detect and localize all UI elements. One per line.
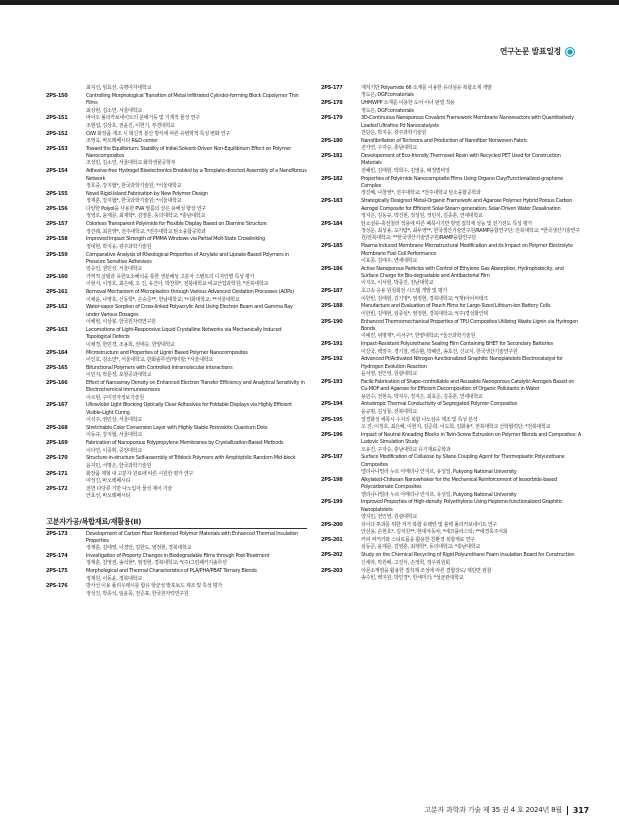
entry-code: 2PS-181: [321, 153, 343, 160]
program-entry: [321, 454, 582, 476]
entry-code: 2PS-166: [46, 379, 68, 386]
entry-code: 2PS-158: [46, 236, 68, 243]
entry-title: Enhanced Thermomechanical Properties of TPU Composites Utilizing Waste Lignin via Hydrogen Bonds: [361, 318, 578, 332]
entry-code: 2PS-178: [321, 100, 343, 107]
program-entry: [321, 537, 582, 552]
entry-authors: 정호중, 강지협*, 한국과학기술원; *서울대학교: [86, 182, 182, 189]
entry-authors: 전혜빈, 김태현, 박희수, 김영웅, 배정벌비앙: [361, 167, 450, 174]
program-entry: [321, 499, 582, 521]
entry-body: [86, 289, 307, 304]
program-entry: [321, 243, 582, 265]
entry-body: [361, 288, 582, 303]
entry-code: 2PS-184: [321, 220, 343, 227]
entry-body: [86, 365, 307, 380]
entry-authors: 조현섭, 김상호, 권윤진, 이헌기, 부경대학교: [86, 122, 175, 129]
entry-title: Investigation of Property Changes in Biodegradable Films through Post-Treatment: [86, 553, 270, 560]
entry-body: [86, 440, 307, 455]
section-header: [500, 46, 575, 57]
entry-title: Locomotions of Light-Responsive Liquid Crystalline Networks via Mechanically Induced Topological Defects: [86, 327, 282, 341]
program-entry: [46, 583, 307, 598]
entry-authors: 조영옥, 바오레페시티 R&D center: [86, 137, 158, 144]
entry-code: 2PS-183: [321, 198, 343, 205]
entry-code: 2PS-180: [321, 137, 343, 144]
entry-code: 2PS-163: [46, 327, 68, 333]
entry-body: [361, 221, 582, 243]
entry-authors: 정진웨, 최원영*, 전주대학교; *전주대학교 탄소융합공학과: [86, 228, 206, 235]
entry-title: Adhesive-free Hydrogel Bioelectronics Enabled by a Template-directed Assembly of a Nanofibrous Network: [86, 168, 307, 182]
program-entry: [321, 522, 582, 537]
entry-authors: 윤규범, 김성룡, 전북대학교: [361, 408, 417, 415]
program-entry: [46, 402, 307, 424]
entry-title: Stretchable Color Conversion Layer with Highly Stable Perovskite Quantum Dots: [86, 424, 268, 431]
entry-code: 2PS-151: [46, 115, 68, 122]
entry-title: Fabrication of Nanoporous Polypropylene Membranes by Crystallization-Based Methods: [86, 440, 284, 447]
entry-title: Anisotropic Thermal Conductivity of Segregated Polymer Composites: [361, 401, 518, 408]
program-entry: [46, 191, 307, 206]
program-entry: [46, 486, 307, 501]
entry-code: 2PS-176: [46, 583, 68, 590]
program-entry: [321, 401, 582, 416]
entry-authors: 조성민, 김소연, 서울대학교 화학생물공학부: [86, 160, 176, 167]
entry-code: 2PS-190: [321, 318, 343, 325]
entry-authors: 이예린, 위명재*, 이서구*, 한양대학교; *울산과학기술원: [361, 333, 475, 340]
entry-code: 2PS-197: [321, 454, 343, 461]
entry-body: [86, 131, 307, 146]
entry-body: [86, 206, 307, 221]
entry-code: 2PS-165: [46, 364, 68, 371]
entry-body: [361, 303, 582, 318]
program-entry: [46, 425, 307, 440]
entry-authors: 정도은, DGFcomaterials: [361, 92, 414, 99]
entry-body: [361, 85, 582, 100]
entry-code: 2PS-150: [46, 92, 68, 99]
entry-code: 2PS-175: [46, 568, 68, 575]
entry-title: Novel Rigid-Island Fabrication by New Polymer Design: [86, 190, 208, 197]
entry-code: 2PS-159: [46, 251, 68, 258]
entry-authors: 엘리나나빌라 누르 아메리나 안지르, 유성일, Pukyong National University: [361, 469, 517, 476]
entry-body: [86, 402, 307, 424]
program-entry: [46, 455, 307, 470]
entry-code: 2PS-187: [321, 288, 343, 295]
entry-authors: 정재훈, 김영권, 송석현*, 염정현, 경북대학교; *(주)그린패키지솔루션: [86, 560, 227, 567]
entry-title: 3D-Continuous Nanoporous Covalent Framework Membrane Nanoreactors with Quantitatively Loaded Ultrafine Pd Nanocatalysts: [361, 115, 574, 129]
program-entry: [46, 350, 307, 365]
entry-authors: 정재훈, 강지협*, 한국과학기술원; *서울대학교: [86, 198, 182, 205]
program-entry: [321, 379, 582, 401]
entry-authors: 정재원, 이동윤, 경북대학교: [86, 575, 142, 582]
entry-title: Strategically Designed Metal-Organic Framework and Agarose Polymer Hybrid Porous Carbon Aerogel Composite for Efficient Solar-Steam generation: Solar-Driven Water Desalination: [361, 198, 573, 212]
entry-code: 2PS-160: [46, 274, 68, 281]
entry-code: 2PS-154: [46, 168, 68, 175]
entry-authors: 이한빈, 김태현, 임종심*, 염정현, 경북대학교; *(주)경성화인텍: [361, 310, 488, 317]
entry-authors: 여성진, 바오레페시티: [86, 477, 131, 484]
entry-authors: 이강국, 백장주, 경기철, 백승환, 박혜린, 송호진, 신교식, 한국생산기술연구원: [361, 348, 518, 355]
section-header-title: 연구논문 발표일정: [499, 47, 561, 56]
entry-authors: 윤서영, 전인영, 원광대학교: [361, 371, 417, 378]
entry-body: [86, 350, 307, 365]
entry-authors: 정재훈, 김태영, 이경언, 김한도, 염정현, 경북대학교: [86, 545, 192, 552]
entry-title: Effect of Nanoarray Density on Enhanced Electron Transfer Efficiency and Analytical Sensitivity in Electrochemical Immunosensors: [86, 379, 305, 394]
entry-title: Development of Carbon Fiber Reinforced Polymer Materials with Enhanced Thermal Insulation Properties: [86, 530, 299, 544]
program-entry: [46, 146, 307, 168]
entry-authors: 이해현, 이상봉, 한국원자력연구원: [86, 319, 156, 326]
program-entry: [46, 131, 307, 146]
program-entry: [321, 341, 582, 356]
entry-authors: 오유진, 구자승, 충남대학교 유기재료공학과: [361, 446, 451, 453]
program-entry: [46, 327, 307, 349]
program-entry: [321, 417, 582, 432]
entry-body: [86, 531, 307, 553]
entry-code: 2PS-196: [321, 431, 343, 438]
entry-title: Properties of Polyimide Nanocomposite Films Using Organo Clay/Functionalized-graphene Complex: [361, 175, 564, 189]
entry-body: [86, 583, 307, 598]
program-entry: [321, 568, 582, 583]
entry-code: 2PS-155: [46, 190, 68, 197]
entry-body: [361, 266, 582, 288]
entry-authors: 정진혜, 나창영*, 전주대학교; *전주대학교 탄소융합공학과: [361, 190, 481, 197]
entry-code: 2PS-202: [321, 552, 343, 559]
entry-body: [361, 432, 582, 454]
program-entry: [46, 206, 307, 221]
left-entry-list-2: [46, 531, 307, 599]
entry-body: [86, 191, 307, 206]
entry-body: [86, 455, 307, 470]
entry-body: [86, 146, 307, 168]
entry-authors: 이인호, 김소연*, 서울대학교, 한화솔루션/케미칼; *서울대학교: [86, 356, 213, 363]
entry-authors: 이민지, 박문정, 포항공과대학교: [86, 372, 152, 379]
entry-title: Bifunctional Polymers with Controlled Intramolecular Interactions: [86, 364, 233, 371]
right-entry-list: [321, 85, 582, 582]
entry-title: Facile Fabrication of Shape-controllable and Reusable Nanoporous Catalytic Aerogels Based on Cu-MOF and Agarose for Efficient Decomposition of Organic Pollutants in Water: [361, 378, 575, 393]
program-entry: [321, 303, 582, 318]
entry-body: [86, 568, 307, 583]
entry-body: [361, 319, 582, 341]
entry-authors: 이한빈, 김태현, 김기영*, 염정현, 경북대학교; *(재)아이씨테크: [361, 295, 488, 302]
program-entry: [46, 553, 307, 568]
entry-title: 다양한 Polyol을 사용한 PVA 필름의 상온 용해성 향상 연구: [86, 206, 206, 212]
entry-title: Alkylated-Chitosan Nanowhisker for the Mechanical Reinforcement of Isosorbide-based Polycarbonate Composites: [361, 476, 558, 491]
entry-body: [361, 243, 582, 265]
entry-authors: 이다연, 이종휘, 중앙대학교: [86, 447, 142, 454]
left-entry-list: [46, 93, 307, 501]
program-entry: [321, 100, 582, 115]
entry-title: 가역적 살펌과 유한요소해석을 통한 생분해성 고분자 스텐트의 디자인별 특성 평가: [86, 274, 255, 281]
entry-body: [361, 198, 582, 220]
program-entry: [46, 115, 307, 130]
entry-body: [361, 499, 582, 521]
entry-body: [86, 115, 307, 130]
page-footer: [424, 805, 589, 815]
entry-code: 2PS-199: [321, 499, 343, 506]
program-entry: [321, 138, 582, 153]
entry-code: 2PS-157: [46, 221, 68, 228]
footer-separator: [567, 806, 568, 815]
entry-title: Developement of Eco-friendly Thermoset Resin with Recycled PET Used for Construction Materials: [361, 153, 561, 167]
entry-authors: 정성진, 박종석, 임윤묵, 전준표, 한국원자력연구원: [86, 590, 189, 597]
entry-title: 화장품 제형 내 고분자 원료에 따른 시원한 평가 연구: [86, 470, 194, 477]
entry-title: Impact-Resistant Polyurethane Sealing Film Containing BHET for Secondary Batteries: [361, 341, 553, 348]
program-entry: [46, 365, 307, 380]
entry-code: 2PS-191: [321, 341, 343, 348]
program-entry: [321, 356, 582, 378]
entry-authors: 전단은, 박지웅, 광주과학기술원: [361, 130, 427, 137]
entry-body: [361, 522, 582, 537]
entry-title: Ultraviolet Light Blocking Optically Clear Adhesives for Foldable Displays via Highly Efficient Visible-Light Curing: [86, 402, 292, 416]
entry-title: Colorless Transparent Polyimide for Flexible Display Based on Diamine Structure: [86, 221, 267, 228]
entry-code: 2PS-167: [46, 402, 68, 409]
entry-authors: 이채윤, 나영호, 신동학*, 손승준**, 한남대학교; *이화대학교; **서울대학교: [86, 296, 240, 303]
entry-authors: 정지은, 김동규, 박진현, 정성원, 정민식, 김종훈, 연세대학교: [361, 212, 483, 219]
program-entry: [321, 221, 582, 243]
entry-title: Comparative Analysis of Rheological Properties of Acrylate and Lipoate-Based Polymers in Pressure Sensitive Adhesives: [86, 251, 289, 265]
entry-body: [86, 252, 307, 274]
entry-code: 2PS-182: [321, 175, 343, 182]
page-number: 317: [572, 805, 589, 815]
entry-title: 탄소섬유-축전철러 적용에 따른 폐목시기반 방열 접착제 성능 및 전기전도 특성 평가: [361, 220, 533, 227]
entry-authors: 임승인, 권민상, 서울대학교: [86, 266, 142, 273]
entry-authors: 안선용, 손현호*, 김치원**, 현대자동차; *에코플라스틱; **에경록주식회: [361, 529, 508, 536]
entry-authors: 이지오, 이서현, 박종진, 전남대학교: [361, 280, 434, 287]
entry-body: [361, 401, 582, 416]
entry-title: Nanofibrillation of Technora and Production of Nanofiber Nonwoven Fabric: [361, 137, 528, 144]
entry-authors: 양지민, 전인영, 원광대학교: [361, 514, 417, 521]
program-entry: [46, 568, 307, 583]
entry-authors: 정도은, DGFcomaterials: [361, 107, 414, 114]
entry-body: [361, 176, 582, 198]
entry-code: 2PS-194: [321, 401, 343, 408]
entry-authors: 정성운, 최성용, 도가람*, 최두영**, 한국생산기술연구원/RAMP융합연구단; 전북대학교; *한국생산기술연구원/전북대학교; **한국생산기술연구원/RAMP융합연구단: [361, 228, 580, 242]
entry-authors: 안효선, 바오레페시티: [86, 493, 131, 500]
entry-body: [86, 486, 307, 501]
entry-body: [361, 100, 582, 115]
section-title: 고분자가공/복합재료/재활용(II): [46, 517, 142, 527]
entry-authors: 이소현, 구미전자정보기술원: [86, 394, 144, 401]
entry-body: [86, 553, 307, 568]
entry-body: [361, 454, 582, 476]
entry-code: 2PS-177: [321, 85, 343, 91]
program-entry: [321, 552, 582, 567]
entry-title: Water-vapor Sorption of Cross-linked Polyacrylic Acid Using Electron Beam and Gamma Ray under Various Dosages: [86, 304, 293, 318]
entry-code: 2PS-192: [321, 356, 343, 363]
entry-title: 아몬소재염을 활용한 접착제 조성에 따른 결합강도/ 제단면 관찰: [361, 567, 492, 574]
entry-body: [361, 115, 582, 137]
top-rule: [0, 0, 619, 5]
entry-body: [86, 221, 307, 236]
entry-title: Morphological and Thermal Characteristics of PLA/PHA/PBAT Ternary Blends: [86, 568, 257, 575]
entry-code: 2PS-195: [321, 416, 343, 423]
entry-body: [361, 138, 582, 153]
entry-body: [361, 537, 582, 552]
entry-code: 2PS-153: [46, 145, 68, 152]
entry-body: [86, 93, 307, 115]
entry-title: Controlling Morphological Transition of Metal Infiltrated Cylinder-forming Block Copolymer Thin Films: [86, 92, 299, 107]
program-entry: [321, 85, 582, 100]
program-entry: [46, 531, 307, 553]
entry-title: Active Nanoporous Particles with Control of Ethylene Gas Absorption, Hydrophobicity, and Surface Charge for Bio-degradable and Antibacterial Film: [361, 265, 564, 280]
entry-code: 2PS-164: [46, 349, 68, 356]
entry-code: 2PS-162: [46, 304, 68, 311]
program-entry: [321, 115, 582, 137]
entry-code: 2PS-186: [321, 265, 343, 272]
entry-title: Microstructure and Properties of Lignin Based Polymer Nanocomposites: [86, 349, 248, 356]
entry-title: Improved Properties of High-density Polyethylene Using Heptene-functionalized Graphitic Nanoplatelets: [361, 499, 563, 513]
entry-code: 2PS-193: [321, 378, 343, 385]
program-entry: [321, 288, 582, 303]
program-entry: [46, 236, 307, 251]
entry-title: Impact of Neutral Kneading Blocks in Twin-Screw Extrusion on Polymer Blends and Composites: A Ludovic Simulation Study: [361, 431, 582, 446]
entry-body: [86, 304, 307, 326]
program-entry: [46, 471, 307, 486]
program-entry: [321, 319, 582, 341]
entry-body: [361, 417, 582, 432]
entry-code: 2PS-161: [46, 289, 68, 296]
circle-bullet-icon: [565, 47, 575, 57]
program-entry: [46, 304, 307, 326]
entry-code: 2PS-173: [46, 530, 68, 537]
entry-code: 2PS-171: [46, 470, 68, 477]
entry-code: 2PS-188: [321, 303, 343, 310]
entry-body: [361, 568, 582, 583]
entry-title: Study on the Chemical Recycling of Rigid Polyurethane Foam Insulation Board for Construction: [361, 552, 575, 559]
entry-code: 2PS-185: [321, 243, 343, 250]
program-entry: [46, 221, 307, 236]
program-entry: [46, 380, 307, 402]
lead-authors: [86, 85, 307, 92]
left-column: [46, 85, 307, 599]
entry-authors: 이채경, 한민경, 조용희, 권태승, 한양대학교: [86, 341, 175, 348]
entry-title: Removal Mechanism of Microplastics through Various Advanced Oxidation Processes (AOPs): [86, 289, 294, 296]
entry-body: [361, 341, 582, 356]
entry-title: 전면 다당류 기반 나노입자 물성 제어 기술: [86, 485, 173, 492]
entry-authors: 전가연, 구자승, 충남대학교: [361, 145, 417, 152]
entry-body: [361, 153, 582, 175]
entry-body: [86, 380, 307, 402]
entry-code: 2PS-170: [46, 455, 68, 462]
entry-authors: 심동준, 윤제문, 김영훈, 최재학*, 동의대학교; *충남대학교: [361, 544, 480, 551]
entry-authors: 윤지민, 서명은, 한국과학기술원: [86, 462, 152, 469]
program-entry: [46, 274, 307, 289]
program-entry: [46, 252, 307, 274]
entry-authors: 최상현, 김소연, 서울대학교: [86, 107, 142, 114]
entry-title: Plasma Induced Membrane Microstructural Modification and its Impact on Polymer Electrolyte Membrane Fuel Cell Performance: [361, 243, 573, 257]
program-entry: [46, 289, 307, 304]
program-entry: [321, 432, 582, 454]
program-entry: [321, 266, 582, 288]
entry-body: [86, 471, 307, 486]
entry-title: 방사선 이용 폴리우레시를 함유 항균성 발포보드 제조 및 특성 평가: [86, 583, 222, 590]
entry-title: 재처기반 Polyamide 66 소재를 이용한 유리섬유 복합소재 개발: [361, 85, 492, 91]
entry-title: 열경화성 에폭시 수지의 복합 나노섬유 제조 및 특성 분석: [361, 416, 478, 423]
entry-code: 2PS-179: [321, 115, 343, 122]
entry-title: Surface Modification of Cellulose by Silane Coupling Agent for Thermoplastic Polyurethane Composites: [361, 454, 565, 468]
entry-body: [361, 477, 582, 499]
entry-body: [86, 274, 307, 289]
entry-title: 리이다 투과를 위한 저가 복합 유레탄 및 블렉 폴리카보네이트 연구: [361, 521, 497, 528]
entry-authors: 오 진, 이정호, 최은혜, 이현지, 김준희, 이도희, 김화용*, 전북대학교 산학협력단; *전북대학교: [361, 423, 551, 430]
entry-title: Advanced Pt/Activated Nitrogen-functionalized Graphitic Nanoplatelets Electrocatalyst for Hydrogen Evolution Reaction: [361, 356, 563, 370]
entry-body: [361, 356, 582, 378]
program-entry: [321, 198, 582, 220]
entry-authors: 이동규, 강지협, 서울대학교: [86, 432, 142, 439]
program-entry: [321, 153, 582, 175]
entry-authors: 송수빈, 백지원, 박민경*, 한세미의; *성균관대학교: [361, 574, 464, 581]
entry-authors: 용민수, 전현욱, 박지우, 정지은, 최효준, 김종훈, 연세대학교: [361, 393, 483, 400]
entry-body: [86, 327, 307, 349]
program-entry: [321, 477, 582, 499]
entry-authors: 이현지, 이정호, 최은혜, 오 진, 유건아, 박찬희*, 전북대학교 비교산업과학원; *전북대학교: [86, 281, 269, 288]
entry-code: 2PS-172: [46, 485, 68, 492]
entry-code: 2PS-168: [46, 424, 68, 431]
entry-code: 2PS-174: [46, 553, 68, 560]
entry-code: 2PS-203: [321, 567, 343, 574]
entry-title: Structure-in-structure Self-assembly of Triblock Polymers with Amphiphilic Random Mid-block: [86, 455, 296, 462]
entry-body: [86, 168, 307, 190]
right-column: [321, 85, 582, 583]
entry-body: [361, 379, 582, 401]
section-divider: [46, 528, 307, 529]
entry-title: Improved Impact Strength of PMMA Windows via Partial Melt-State Crosslinking: [86, 236, 265, 243]
entry-authors: 이석주, 권민상, 서울대학교: [86, 417, 142, 424]
program-entry: [46, 168, 307, 190]
entry-code: 2PS-198: [321, 476, 343, 483]
entry-authors: 정영호, 윤제문, 최재학*, 김영훈, 동의대학교; *충남대학교: [86, 213, 205, 220]
entry-code: 2PS-152: [46, 130, 68, 137]
entry-title: Manufacture and Evaluation of Pouch Films for Large-Sized Lithium-Ion Battery Cells: [361, 303, 551, 310]
entry-code: 2PS-156: [46, 206, 68, 212]
entry-code: 2PS-169: [46, 440, 68, 447]
entry-title: Toward the Equilibrium: Stability of Initial Solvent-Driven Non-Equilibrium Effect on Polymer Nanocomposites: [86, 145, 292, 160]
entry-authors: 신세라, 박원배, 고진식, 손정학, 정우위원회: [361, 559, 450, 566]
entry-authors: 정대현, 박지웅, 광주과학기술원: [86, 243, 152, 250]
entry-authors: 엘리나나빌라 누르 아메리나 안지르, 유성일, Pukyong National University: [361, 491, 517, 498]
entry-authors: 이효종, 김태우, 연세대학교: [361, 257, 417, 264]
program-entry: [46, 440, 307, 455]
entry-title: UHMWPP 소재를 이용한 도어 이너 판넬 적용: [361, 100, 455, 107]
entry-body: [361, 552, 582, 567]
entry-code: 2PS-200: [321, 521, 343, 528]
program-entry: [46, 93, 307, 115]
entry-body: [86, 236, 307, 251]
entry-title: 바이오 폴리카보네이트의 분해거동 및 기계적 물성 연구: [86, 115, 200, 122]
entry-title: 커피 찌꺼기와 스티로폼을 활용한 친환경 복합재료 연구: [361, 537, 475, 544]
entry-code: 2PS-201: [321, 537, 343, 544]
entry-title: O/W 화장품 제조 시 혁신적 분산 방식에 따른 유변학적 특성 변화 연구: [86, 130, 230, 137]
journal-info: 고분자 과학과 기술 제 35 권 4 호 2024년 8월: [424, 806, 562, 814]
program-entry: [321, 176, 582, 198]
entry-title: 초고속 응용 원심회전 시스템 개발 및 평가: [361, 288, 448, 295]
lead-authors-text: 최지선, 임효선, 숙명여자대학교: [86, 85, 152, 91]
entry-body: [86, 425, 307, 440]
